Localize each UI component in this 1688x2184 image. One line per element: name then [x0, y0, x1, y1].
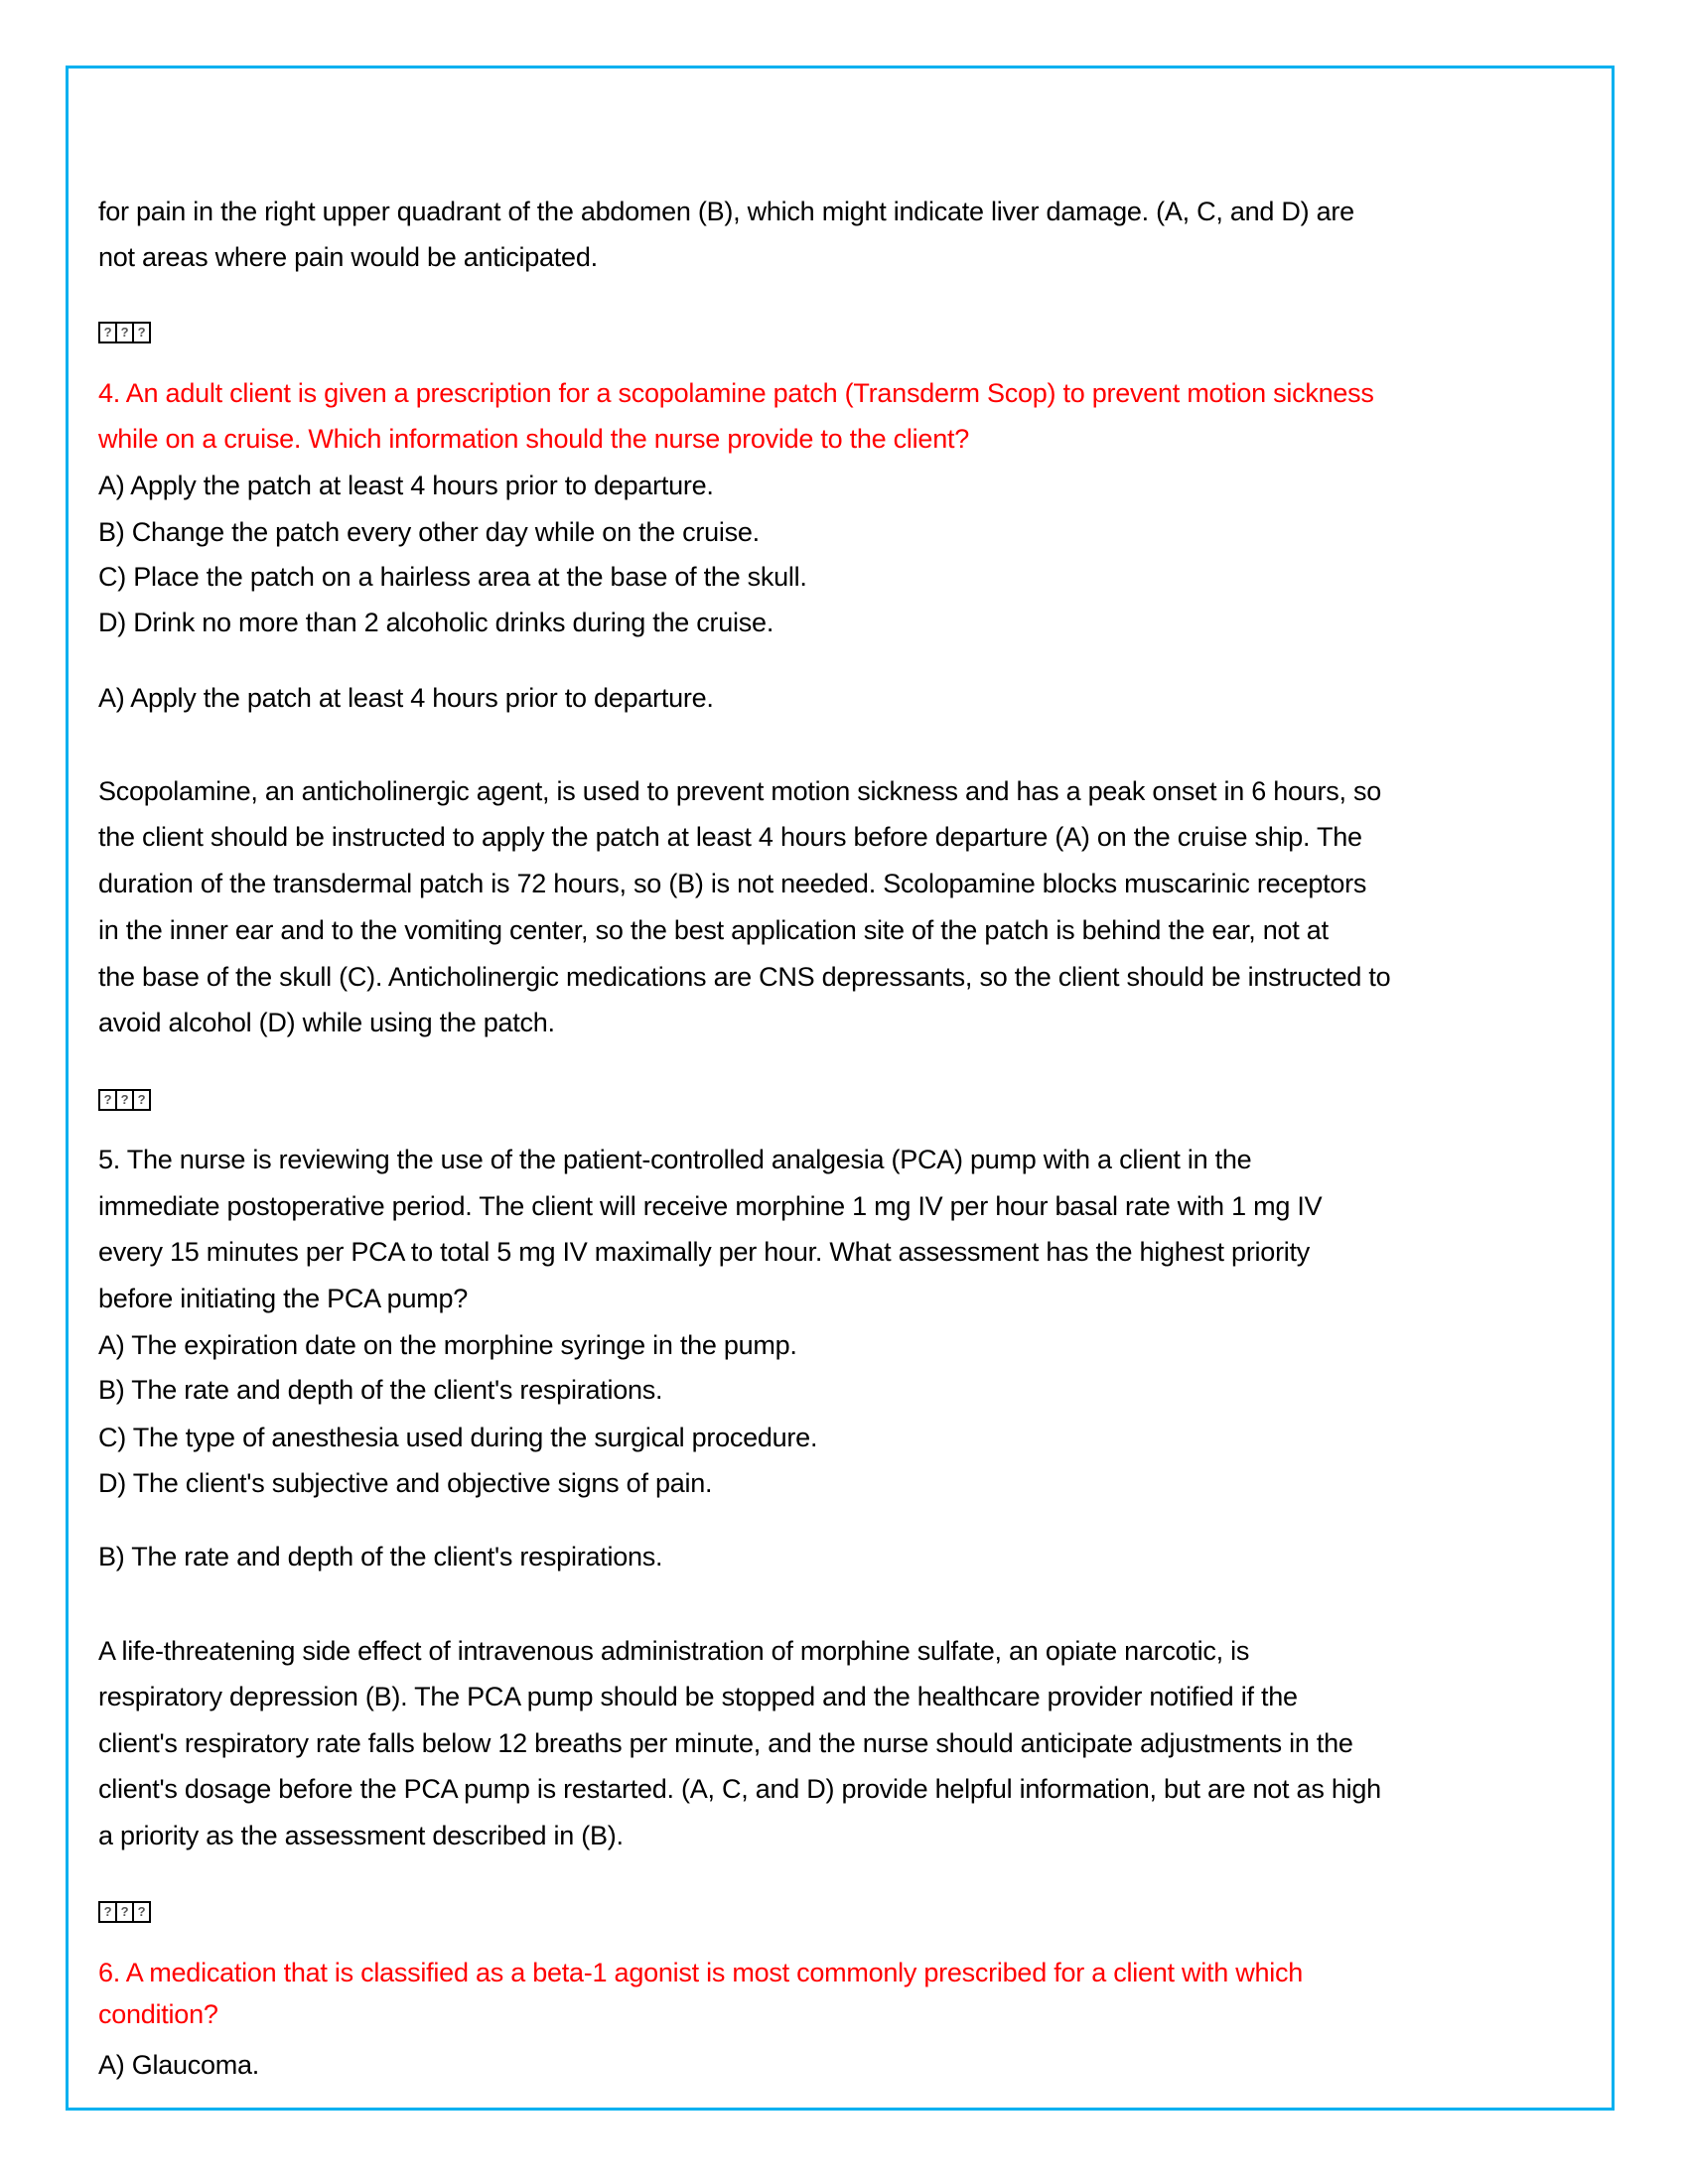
text-line: client's dosage before the PCA pump is restarted. (A, C, and D) provide helpful information, but are not as high — [98, 1774, 1381, 1804]
text-line: for pain in the right upper quadrant of the abdomen (B), which might indicate liver damage. (A, C, and D) are — [98, 197, 1354, 226]
text-line: duration of the transdermal patch is 72 hours, so (B) is not needed. Scolopamine blocks muscarinic receptors — [98, 869, 1367, 898]
question-text-line: 4. An adult client is given a prescription for a scopolamine patch (Transderm Scop) to prevent motion sickness — [98, 378, 1374, 408]
text-line: A) Glaucoma. — [98, 2050, 260, 2080]
text-line: A) The expiration date on the morphine syringe in the pump. — [98, 1330, 797, 1360]
text-line: respiratory depression (B). The PCA pump should be stopped and the healthcare provider notified if the — [98, 1682, 1298, 1711]
text-line: 5. The nurse is reviewing the use of the patient-controlled analgesia (PCA) pump with a client in the — [98, 1145, 1252, 1174]
missing-glyph-icon: ? ? ? — [98, 322, 149, 343]
missing-glyph-icon: ? ? ? — [98, 1089, 149, 1111]
text-line: A) Apply the patch at least 4 hours prior to departure. — [98, 683, 714, 713]
text-line: a priority as the assessment described in (B). — [98, 1821, 624, 1850]
text-line: A life-threatening side effect of intravenous administration of morphine sulfate, an opiate narcotic, is — [98, 1636, 1250, 1666]
text-line: C) The type of anesthesia used during the surgical procedure. — [98, 1423, 818, 1452]
missing-glyph-icon: ? ? ? — [98, 1901, 149, 1923]
text-line: the client should be instructed to apply the patch at least 4 hours before departure (A) on the cruise ship. The — [98, 822, 1362, 852]
text-line: client's respiratory rate falls below 12 breaths per minute, and the nurse should anticipate adjustments in the — [98, 1728, 1353, 1758]
text-line: Scopolamine, an anticholinergic agent, is used to prevent motion sickness and has a peak onset in 6 hours, so — [98, 776, 1382, 806]
missing-glyph-separator — [98, 1887, 149, 1933]
text-line: immediate postoperative period. The client will receive morphine 1 mg IV per hour basal rate with 1 mg IV — [98, 1191, 1323, 1221]
text-line: D) The client's subjective and objective signs of pain. — [98, 1468, 713, 1498]
text-line: D) Drink no more than 2 alcoholic drinks during the cruise. — [98, 608, 774, 637]
question-text-line: 6. A medication that is classified as a beta-1 agonist is most commonly prescribed for a client with which — [98, 1958, 1304, 1987]
question-text-line: while on a cruise. Which information should the nurse provide to the client? — [98, 424, 969, 454]
text-line: every 15 minutes per PCA to total 5 mg IV maximally per hour. What assessment has the highest priority — [98, 1237, 1311, 1267]
text-line: before initiating the PCA pump? — [98, 1284, 468, 1313]
text-line: not areas where pain would be anticipated. — [98, 242, 598, 272]
text-line: in the inner ear and to the vomiting center, so the best application site of the patch is behind the ear, not at — [98, 915, 1329, 945]
text-line: A) Apply the patch at least 4 hours prior to departure. — [98, 471, 714, 500]
text-line: avoid alcohol (D) while using the patch. — [98, 1008, 555, 1037]
missing-glyph-separator — [98, 1075, 149, 1121]
text-line: C) Place the patch on a hairless area at the base of the skull. — [98, 562, 807, 592]
text-line: B) The rate and depth of the client's respirations. — [98, 1375, 663, 1405]
question-text-line: condition? — [98, 1999, 218, 2029]
text-line: B) Change the patch every other day while on the cruise. — [98, 517, 760, 547]
text-line: B) The rate and depth of the client's respirations. — [98, 1542, 663, 1571]
missing-glyph-separator — [98, 308, 149, 353]
text-line: the base of the skull (C). Anticholinergic medications are CNS depressants, so the client should be instructed to — [98, 962, 1391, 992]
